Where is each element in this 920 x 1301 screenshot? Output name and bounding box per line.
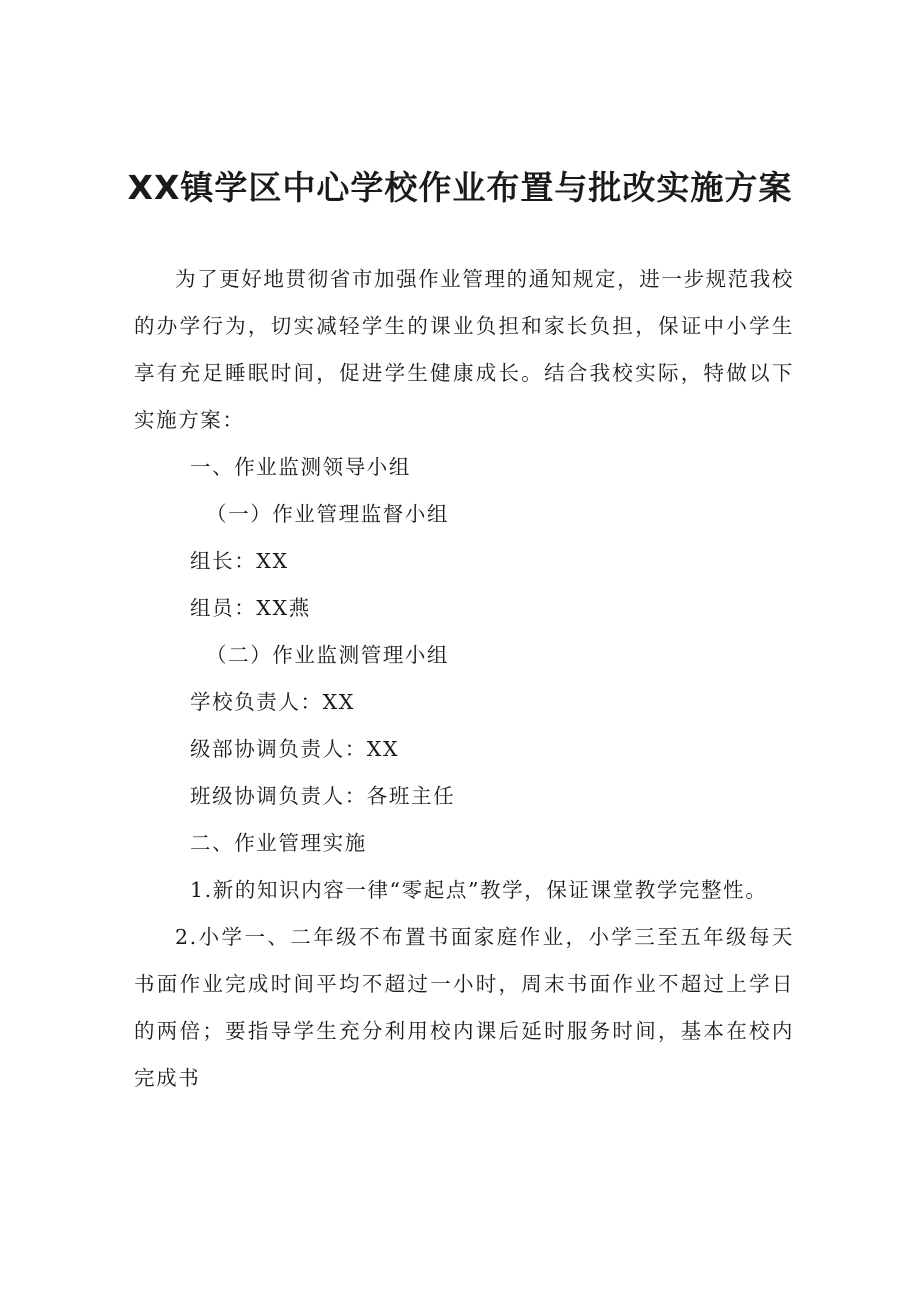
subsection-heading-2: （二）作业监测管理小组 <box>206 643 450 667</box>
subsection-heading-1: （一）作业管理监督小组 <box>206 502 450 526</box>
list-item-2: 2.小学一、二年级不布置书面家庭作业，小学三至五年级每天书面作业完成时间平均不超过一小时，周末书面作业不超过上学日的两倍；要指导学生充分利用校内课后延时服务时间，基本在校内完成书 <box>134 925 794 1090</box>
document-body <box>134 256 794 1102</box>
section-heading-1: 一、作业监测领导小组 <box>190 455 411 479</box>
list-item-1: 1.新的知识内容一律“零起点”教学，保证课堂教学完整性。 <box>190 878 768 902</box>
school-lead-line: 学校负责人：XX <box>190 690 355 714</box>
group-member-line: 组员：XX燕 <box>190 596 311 620</box>
grade-coordinator-line: 级部协调负责人：XX <box>190 737 400 761</box>
document-title: XX镇学区中心学校作业布置与批改实施方案 <box>127 168 793 207</box>
section-heading-2: 二、作业管理实施 <box>190 831 367 855</box>
class-coordinator-line: 班级协调负责人：各班主任 <box>190 784 456 808</box>
intro-paragraph: 为了更好地贯彻省市加强作业管理的通知规定，进一步规范我校的办学行为，切实减轻学生的课业负担和家长负担，保证中小学生享有充足睡眠时间，促进学生健康成长。结合我校实际，特做以下实施方案： <box>134 267 794 432</box>
group-leader-line: 组长：XX <box>190 549 289 573</box>
